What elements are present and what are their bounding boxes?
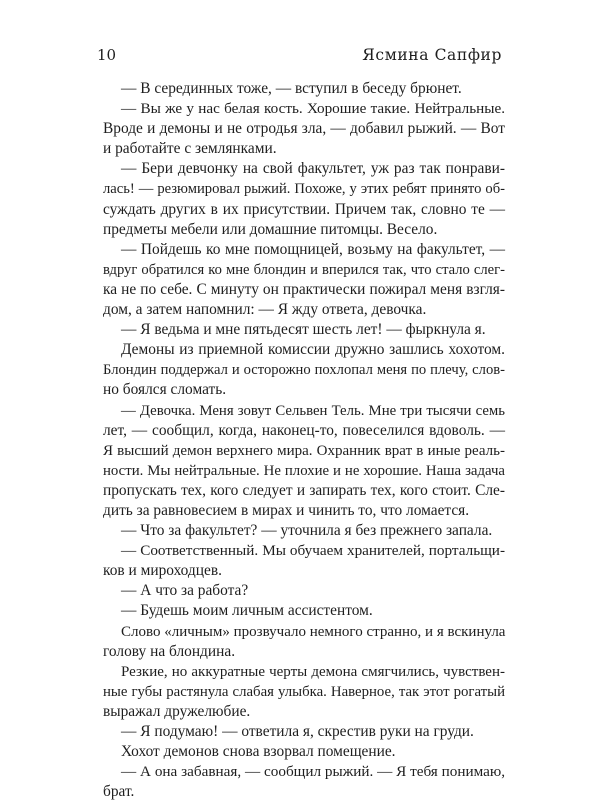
page-header [97, 46, 502, 68]
text-line: лет, — сообщил, когда, наконец-то, повеселился вдоволь. — [103, 421, 505, 439]
text-line: — Пойдешь ко мне помощницей, возьму на факультет, — [121, 240, 505, 258]
text-line: ков и мироходцев. [103, 562, 222, 580]
text-line: Вроде и демоны и не отродья зла, — добавил рыжий. — Вот [103, 120, 505, 138]
text-line: дом, а затем напомнил: — Я жду ответа, девочка. [103, 301, 427, 319]
text-line: — Бери девчонку на свой факультет, уж раз так понрави- [121, 160, 505, 178]
text-line: — Соответственный. Мы обучаем хранителей, портальщи- [121, 542, 505, 560]
text-line: но боялся сломать. [103, 381, 227, 399]
text-line: предметы мебели или домашние питомцы. Весело. [103, 220, 438, 238]
text-line: — Я подумаю! — ответила я, скрестив руки на груди. [121, 723, 474, 740]
text-line: Слово «личным» прозвучало немного странно, и я вскинула [121, 623, 506, 640]
text-line: — Будешь моим личным ассистентом. [121, 602, 373, 620]
text-line: Блондин поддержал и осторожно похлопал меня по плечу, слов- [103, 362, 505, 379]
text-line: вдруг обратился ко мне блондин и вперился так, что стало слег- [103, 261, 505, 278]
text-line: — А что за работа? [121, 582, 249, 600]
text-line: дить за равновесием в мирах и чинить то, что ломается. [103, 501, 470, 519]
text-line: — Девочка. Меня зовут Сельвен Тель. Мне три тысячи семь [121, 402, 505, 419]
running-head-author: Ясмина Сапфир [362, 46, 502, 64]
text-line: — Что за факультет? — уточнила я без прежнего запала. [121, 522, 493, 540]
text-line: Резкие, но аккуратные черты демона смягчились, чувствен- [121, 663, 505, 680]
text-line: лась! — резюмировал рыжий. Похоже, у этих ребят принято об- [103, 181, 505, 198]
text-line: — Я ведьма и мне пятьдесят шесть лет! — фыркнула я. [121, 321, 486, 339]
text-line: суждать других в их присутствии. Причем так, словно те — [103, 200, 505, 218]
text-line: и работайте с землянками. [103, 140, 277, 158]
body-text [103, 79, 505, 802]
text-line: Хохот демонов снова взорвал помещение. [121, 743, 396, 761]
text-line: ка не по себе. С минуту он практически пожирал меня взгля- [103, 280, 505, 298]
text-line: — А она забавная, — сообщил рыжий. — Я тебя понимаю, [121, 763, 505, 781]
text-line: — Вы же у нас белая кость. Хорошие такие. Нейтральные. [121, 100, 505, 118]
text-line: голову на блондина. [103, 642, 236, 660]
text-line: Демоны из приемной комиссии дружно зашлись хохотом. [121, 341, 505, 359]
text-line: Я высший демон верхнего мира. Охранник врат в иные реаль- [103, 442, 505, 459]
text-line: брат. [103, 783, 135, 801]
text-line: ности. Мы нейтральные. Не плохие и не хорошие. Наша задача [103, 462, 505, 479]
text-line: — В серединных тоже, — вступил в беседу брюнет. [121, 80, 462, 97]
text-line: ные губы растянула слабая улыбка. Наверное, так этот рогатый [103, 683, 505, 700]
page-number: 10 [97, 46, 117, 64]
text-line: пропускать тех, кого следует и запирать тех, кого стоит. Сле- [103, 481, 505, 499]
text-line: выражал дружелюбие. [103, 702, 251, 720]
